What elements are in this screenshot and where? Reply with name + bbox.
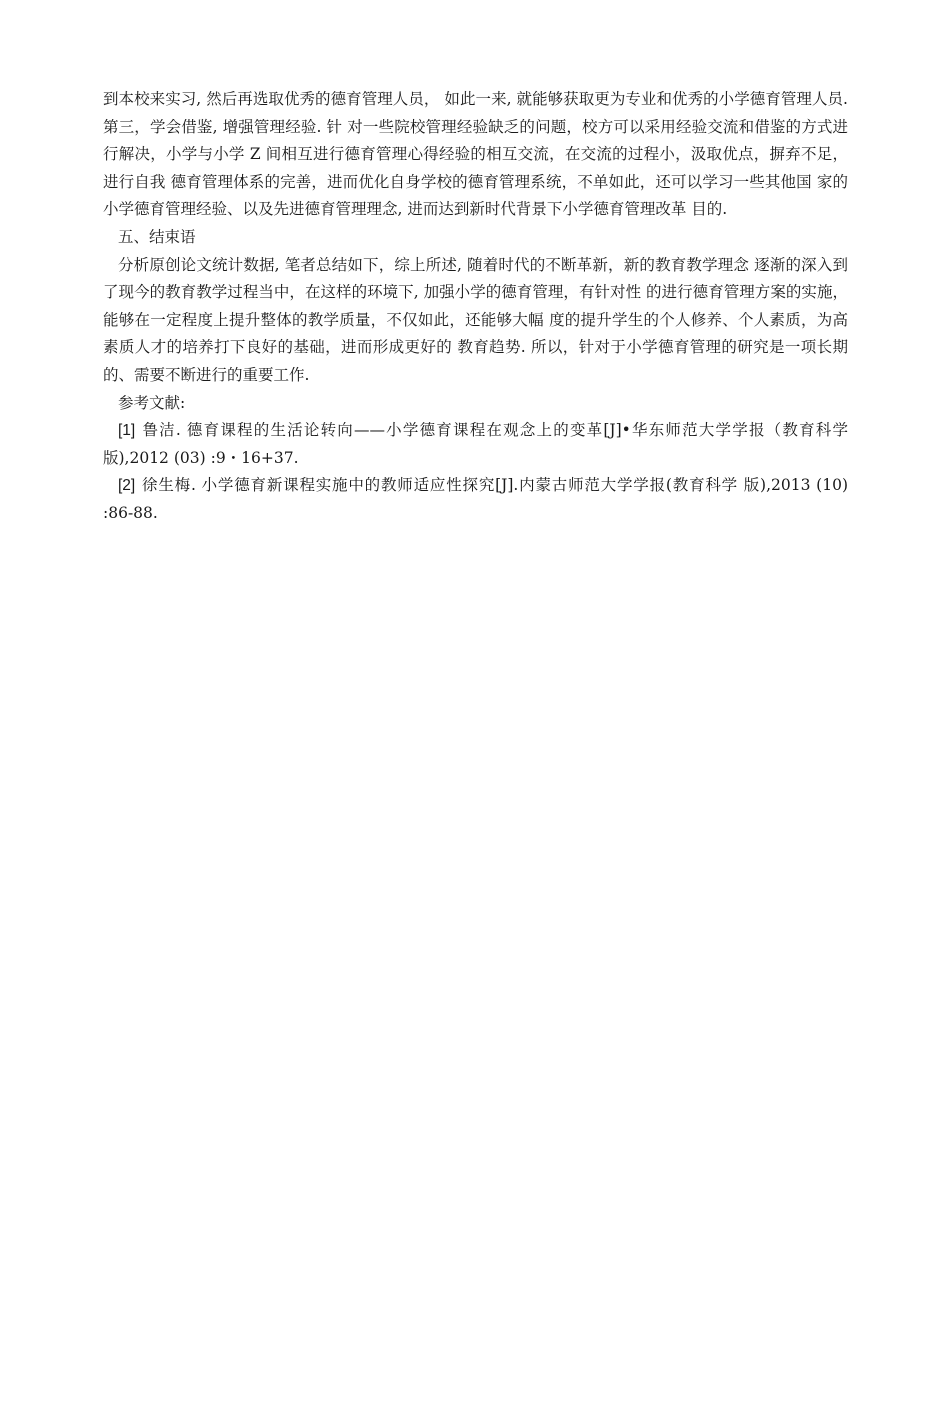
reference-item: [103, 417, 848, 472]
reference-text: 鲁洁. 德育课程的生活论转向——小学德育课程在观念上的变革[J]•华东师范大学学报（教育科学版),2012 (03) :9・16+37.: [103, 421, 848, 467]
continued-paragraph: 到本校来实习, 然后再选取优秀的德育管理人员， 如此一来, 就能够获取更为专业和优秀的小学德育管理人员. 第三，学会借鉴, 增强管理经验. 针 对一些院校管理经验缺乏的问题，校方可以采用经验交流和借鉴的方式进行解决，小学与小学 Z 间相互进行德育管理心得经验的相互交流，在交流的过程小，汲取优点，摒弃不足，进行自我 德育管理体系的完善，进而优化自身学校的德育管理系统，不单如此，还可以学习一些其他国 家的小学德育管理经验、以及先进德育管理理念, 进而达到新时代背景下小学德育管理改革 目的.: [103, 90, 848, 219]
reference-number: [2]: [118, 477, 136, 495]
document-body: [103, 86, 848, 528]
reference-item: [103, 472, 848, 527]
conclusion-paragraph: 分析原创论文统计数据, 笔者总结如下，综上所述, 随着时代的不断革新，新的教育教学理念 逐渐的深入到了现今的教育教学过程当中，在这样的环境下, 加强小学的德育管理，有针对性 的进行德育管理方案的实施，能够在一定程度上提升整体的教学质量，不仅如此，还能够大幅 度的提升学生的个人修养、个人素质，为高素质人才的培养打下良好的基础，进而形成更好的 教育趋势. 所以，针对于小学德育管理的研究是一项长期的、需要不断进行的重要工作.: [103, 255, 848, 384]
section-heading: 五、结束语: [118, 227, 196, 246]
reference-number: [1]: [118, 422, 136, 440]
reference-text: 徐生梅. 小学德育新课程实施中的教师适应性探究[J].内蒙古师范大学学报(教育科学 版),2013 (10) :86-88.: [103, 476, 848, 522]
references-heading: 参考文献:: [118, 393, 186, 412]
